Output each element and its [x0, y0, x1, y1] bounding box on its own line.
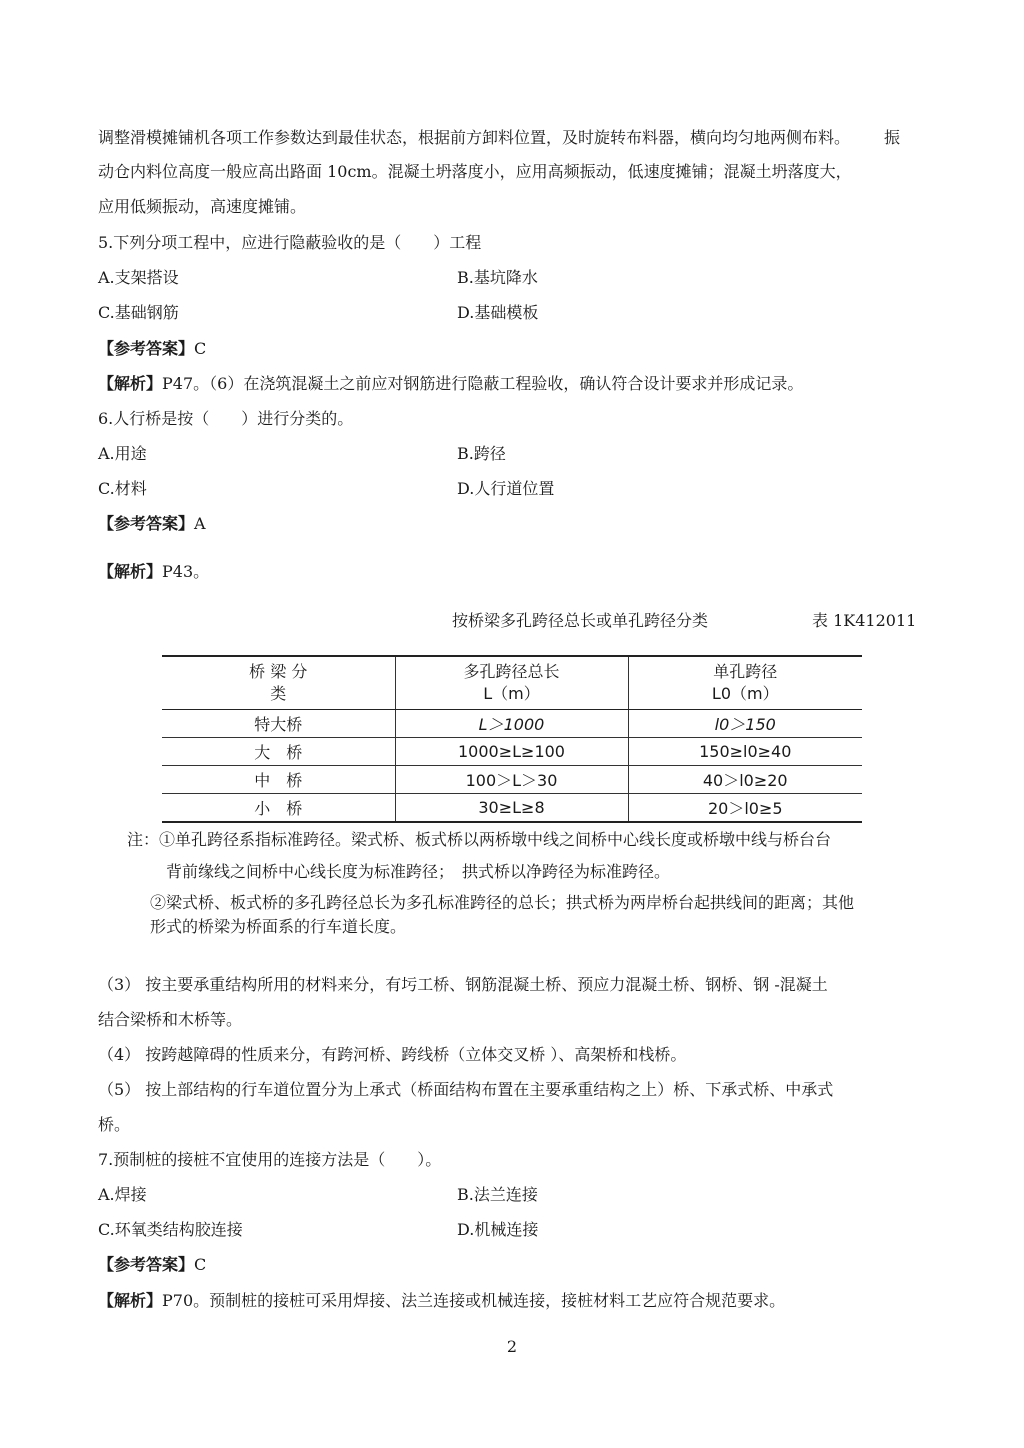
para-5-line-2: 桥。	[98, 1115, 131, 1134]
table-cell: 大 桥	[162, 738, 395, 766]
table-cell: L＞1000	[395, 710, 628, 738]
q7-analysis: 【解析】P70。预制桩的接桩可采用焊接、法兰连接或机械连接，接桩材料工艺应符合规范要求。	[98, 1291, 786, 1310]
table-row	[162, 738, 862, 766]
table-cell: 小 桥	[162, 794, 395, 823]
q6-option-c: C.材料	[98, 479, 147, 498]
q5-answer: 【参考答案】C	[98, 339, 207, 358]
intro-line-2: 动仓内料位高度一般应高出路面 10cm。混凝土坍落度小，应用高频振动，低速度摊铺；混凝土坍落度大，	[98, 162, 852, 181]
note-2-line-2: 形式的桥梁为桥面系的行车道长度。	[150, 917, 407, 936]
para-3-line-2: 结合梁桥和木桥等。	[98, 1010, 243, 1029]
header-cell: 多孔跨径总长 L（m）	[395, 656, 628, 710]
q6-option-a: A.用途	[98, 444, 147, 463]
table-cell: 特大桥	[162, 710, 395, 738]
table-cell: 150≥l0≥40	[628, 738, 862, 766]
table-caption: 按桥梁多孔跨径总长或单孔跨径分类	[452, 611, 709, 630]
q6-answer: 【参考答案】A	[98, 514, 206, 533]
header-cell: 单孔跨径 L0（m）	[628, 656, 862, 710]
table-cell: 30≥L≥8	[395, 794, 628, 823]
para-5-line-1: （5） 按上部结构的行车道位置分为上承式（桥面结构布置在主要承重结构之上）桥、下承式桥、中承式	[98, 1080, 834, 1099]
q6-analysis: 【解析】P43。	[98, 562, 210, 581]
q5-option-a: A.支架搭设	[98, 268, 179, 287]
table-row	[162, 794, 862, 823]
table-cell: 1000≥L≥100	[395, 738, 628, 766]
q7-option-a: A.焊接	[98, 1185, 147, 1204]
q7-option-d: D.机械连接	[457, 1220, 539, 1239]
table-row	[162, 710, 862, 738]
q7-option-c: C.环氧类结构胶连接	[98, 1220, 243, 1239]
note-1-line-1: 注：①单孔跨径系指标准跨径。梁式桥、板式桥以两桥墩中线之间桥中心线长度或桥墩中线与桥台台	[127, 830, 832, 849]
table-cell: 20＞l0≥5	[628, 794, 862, 823]
table-header-row	[162, 656, 862, 710]
intro-line-3: 应用低频振动，高速度摊铺。	[98, 197, 307, 216]
para-4: （4） 按跨越障碍的性质来分，有跨河桥、跨线桥（立体交叉桥 ）、高架桥和栈桥。	[98, 1045, 687, 1064]
table-number: 表 1K412011	[812, 611, 917, 630]
table-cell: l0＞150	[628, 710, 862, 738]
q6-stem: 6.人行桥是按（ ）进行分类的。	[98, 409, 354, 428]
q5-stem: 5.下列分项工程中，应进行隐蔽验收的是（ ）工程	[98, 233, 482, 252]
table-cell: 100＞L＞30	[395, 766, 628, 794]
table-row	[162, 766, 862, 794]
intro-line-1: 调整滑模摊铺机各项工作参数达到最佳状态，根据前方卸料位置，及时旋转布料器，横向均匀地两侧布料。 振	[98, 128, 901, 147]
q6-option-b: B.跨径	[457, 444, 506, 463]
note-1-line-2: 背前缘线之间桥中心线长度为标准跨径； 拱式桥以净跨径为标准跨径。	[166, 862, 671, 881]
q6-option-d: D.人行道位置	[457, 479, 555, 498]
table-cell: 中 桥	[162, 766, 395, 794]
q7-option-b: B.法兰连接	[457, 1185, 538, 1204]
para-3-line-1: （3） 按主要承重结构所用的材料来分，有圬工桥、钢筋混凝土桥、预应力混凝土桥、钢桥、钢 -混凝土	[98, 975, 828, 994]
q5-option-d: D.基础模板	[457, 303, 539, 322]
table-cell: 40＞l0≥20	[628, 766, 862, 794]
note-2-line-1: ②梁式桥、板式桥的多孔跨径总长为多孔标准跨径的总长；拱式桥为两岸桥台起拱线间的距离；其他	[150, 893, 855, 912]
q5-analysis: 【解析】P47。（6）在浇筑混凝土之前应对钢筋进行隐蔽工程验收，确认符合设计要求并形成记录。	[98, 374, 804, 393]
page-number: 2	[506, 1337, 518, 1356]
header-cell: 桥 梁 分 类	[162, 656, 395, 710]
bridge-classification-table	[162, 655, 862, 823]
q5-option-b: B.基坑降水	[457, 268, 538, 287]
q7-stem: 7.预制桩的接桩不宜使用的连接方法是（ ）。	[98, 1150, 442, 1169]
q5-option-c: C.基础钢筋	[98, 303, 179, 322]
q7-answer: 【参考答案】C	[98, 1255, 207, 1274]
